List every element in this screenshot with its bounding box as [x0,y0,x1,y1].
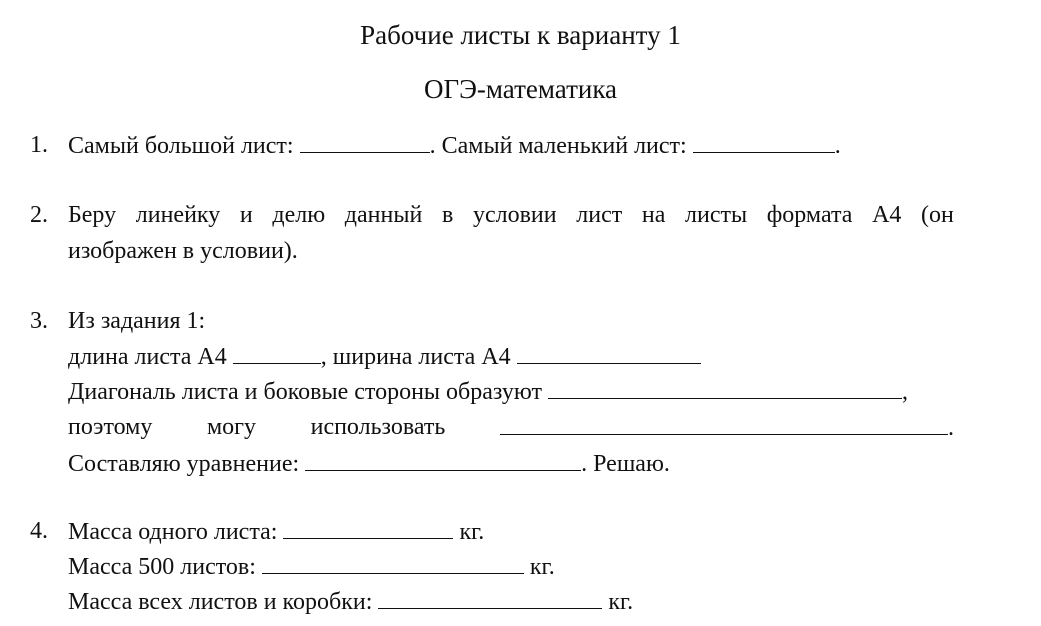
item-2-line-2: изображен в условии). [68,238,298,264]
item-2-line-1 [68,200,954,230]
smallest-sheet-blank[interactable] [693,130,835,153]
item-3-line-1: Из задания 1: [68,308,206,334]
item-2-word: данный [344,202,423,228]
item-2-number: 2. [30,202,48,228]
diagonal-text: Диагональ листа и боковые стороны образуют [68,379,542,405]
item-2-word: условии [472,202,557,228]
item-1-text-a: Самый большой лист: [68,133,294,159]
theorem-blank[interactable] [500,412,948,435]
item-3-line-4 [68,412,954,443]
use-period: . [947,415,954,441]
a4-width-blank[interactable] [517,341,701,364]
unit-kg: кг. [459,519,485,545]
item-3-line-2 [68,341,701,372]
item-1-text-b: . Самый маленький лист: [429,133,687,159]
item-2-word: листы [685,202,748,228]
equation-blank[interactable] [305,448,581,471]
one-sheet-mass-label: Масса одного листа: [68,519,278,545]
item-3-number: 3. [30,308,48,334]
item-2-word: формата [766,202,853,228]
diagonal-comma: , [902,379,908,405]
item-4-line-1 [68,516,484,547]
item-2-word: лист [576,202,623,228]
word-therefore: поэтому [68,414,153,440]
item-2-word: (он [921,202,954,228]
unit-kg: кг. [608,589,634,615]
diagonal-shape-blank[interactable] [548,376,902,399]
item-4-line-3 [68,586,633,617]
use-blank-wrap [500,412,954,443]
item-2-word: и [239,202,253,228]
item-3-line-3 [68,376,908,407]
item-4-number: 4. [30,518,48,544]
item-2-word: Беру [68,202,117,228]
item-2-word: делю [272,202,326,228]
a4-width-label: , ширина листа А4 [320,344,511,370]
solve-text: . Решаю. [581,451,670,477]
one-sheet-mass-blank[interactable] [283,516,453,539]
item-2-word: А4 [872,202,902,228]
a4-length-label: длина листа А4 [68,344,227,370]
largest-sheet-blank[interactable] [300,130,430,153]
unit-kg: кг. [529,554,555,580]
word-use: использовать [310,414,446,440]
500-sheets-mass-label: Масса 500 листов: [68,554,256,580]
item-1-text-c: . [834,133,841,159]
item-2-word: линейку [135,202,221,228]
equation-label: Составляю уравнение: [68,451,300,477]
item-1-line [68,130,841,161]
item-1-number: 1. [30,132,48,158]
total-mass-label: Масса всех листов и коробки: [68,589,373,615]
item-4-line-2 [68,551,555,582]
500-sheets-mass-blank[interactable] [262,551,524,574]
item-2-word: на [641,202,666,228]
word-can: могу [206,414,256,440]
page-subtitle: ОГЭ-математика [423,74,618,104]
item-2-word: в [441,202,454,228]
total-mass-blank[interactable] [378,586,602,609]
item-3-line-5 [68,448,670,479]
a4-length-blank[interactable] [233,341,321,364]
page-title: Рабочие листы к варианту 1 [360,20,681,50]
